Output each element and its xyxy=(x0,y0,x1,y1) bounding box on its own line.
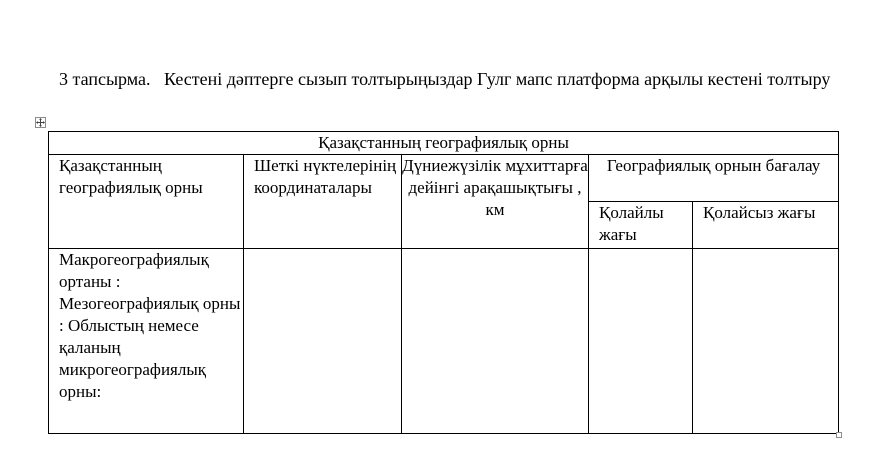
body-cell-advantages[interactable] xyxy=(589,249,693,434)
header-cell-advantages[interactable] xyxy=(589,202,693,249)
header-ocean-distance: Дүниежүзілік мұхиттарға дейінгі арақашықтығы , км xyxy=(402,156,588,219)
header-cell-ocean-distance[interactable] xyxy=(402,155,589,249)
table-move-handle-icon[interactable] xyxy=(35,117,46,128)
header-location: Қазақстанның географиялық орны xyxy=(59,156,203,197)
header-disadvantages: Қолайсыз жағы xyxy=(703,203,816,222)
location-levels-text: Макрогеографиялық ортаны : Мезогеографиялық орны : Облыстың немесе қаланың микрогеографиялық орны: xyxy=(59,250,241,401)
body-cell-coordinates[interactable] xyxy=(244,249,402,434)
table-resize-handle-icon[interactable] xyxy=(836,432,842,438)
body-cell-ocean-distance[interactable] xyxy=(402,249,589,434)
geography-table xyxy=(48,131,839,434)
body-cell-disadvantages[interactable] xyxy=(693,249,839,434)
header-cell-location[interactable] xyxy=(49,155,244,249)
task-instruction: 3 тапсырма. Кестені дәптерге сызып толтырыңыздар Гулг мапс платформа арқылы кестені толтыру xyxy=(59,69,831,89)
table-title-cell[interactable] xyxy=(49,132,839,155)
header-cell-coordinates[interactable] xyxy=(244,155,402,249)
header-advantages: Қолайлы жағы xyxy=(599,203,664,244)
header-cell-disadvantages[interactable] xyxy=(693,202,839,249)
header-cell-assessment[interactable] xyxy=(589,155,839,202)
body-cell-location-levels[interactable] xyxy=(49,249,244,434)
header-assessment: Географиялық орнын бағалау xyxy=(606,156,821,175)
header-coordinates: Шеткі нүктелерінің координаталары xyxy=(254,156,397,197)
table-title: Қазақстанның географиялық орны xyxy=(318,133,569,152)
